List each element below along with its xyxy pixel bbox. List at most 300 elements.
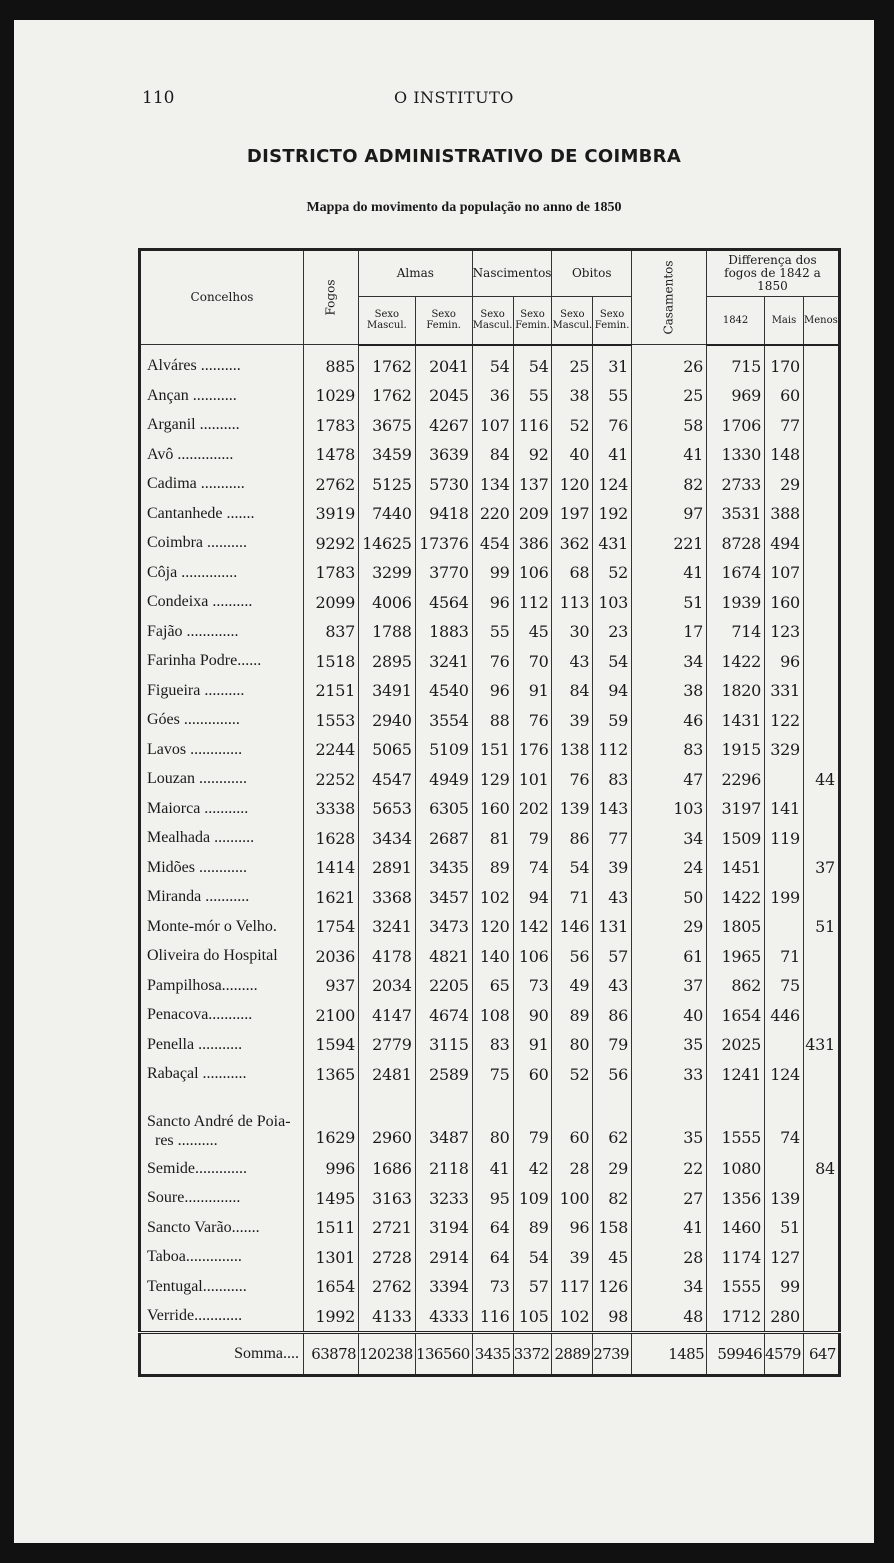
cell-almas-femin: 3457 — [415, 883, 472, 913]
cell-1842: 1555 — [707, 1272, 765, 1302]
cell-mais: 331 — [765, 676, 804, 706]
cell-almas-mascul: 2895 — [359, 647, 416, 677]
cell-casamentos: 61 — [632, 942, 707, 972]
cell-1842: 8728 — [707, 529, 765, 559]
cell-fogos: 2036 — [304, 942, 359, 972]
header-almas-femin: Sexo Femin. — [415, 297, 472, 345]
cell-nasc-femin: 57 — [513, 1272, 552, 1302]
table-row — [140, 1060, 840, 1090]
cell-menos: 51 — [803, 912, 839, 942]
header-obitos: Obitos — [552, 250, 632, 297]
concelho-name: Taboa.............. — [140, 1243, 304, 1273]
cell-obitos-femin: 98 — [593, 1302, 632, 1333]
cell-nasc-mascul: 454 — [472, 529, 513, 559]
cell-menos — [803, 735, 839, 765]
cell-nasc-mascul: 134 — [472, 470, 513, 500]
table-row — [140, 440, 840, 470]
cell-casamentos: 103 — [632, 794, 707, 824]
cell-almas-femin: 4333 — [415, 1302, 472, 1333]
cell-casamentos: 24 — [632, 853, 707, 883]
cell-obitos-mascul: 146 — [552, 912, 593, 942]
cell-fogos: 3338 — [304, 794, 359, 824]
cell-fogos: 1783 — [304, 558, 359, 588]
cell-mais: 75 — [765, 971, 804, 1001]
header-obitos-mascul: Sexo Mascul. — [552, 297, 593, 345]
cell-casamentos: 22 — [632, 1154, 707, 1184]
table-row — [140, 942, 840, 972]
cell-nasc-femin: 79 — [513, 824, 552, 854]
table-body — [140, 345, 840, 1333]
cell-1842: 2733 — [707, 470, 765, 500]
cell-almas-mascul: 1788 — [359, 617, 416, 647]
cell-almas-femin: 3487 — [415, 1089, 472, 1154]
cell-almas-mascul: 4147 — [359, 1001, 416, 1031]
cell-almas-femin: 3241 — [415, 647, 472, 677]
cell-almas-femin: 2914 — [415, 1243, 472, 1273]
cell-obitos-femin: 41 — [593, 440, 632, 470]
header-differenca: Differença dos fogos de 1842 a 1850 — [707, 250, 840, 297]
cell-obitos-mascul: 89 — [552, 1001, 593, 1031]
cell-obitos-mascul: 84 — [552, 676, 593, 706]
concelho-name: Coimbra .......... — [140, 529, 304, 559]
cell-menos — [803, 558, 839, 588]
cell-obitos-femin: 59 — [593, 706, 632, 736]
cell-obitos-mascul: 362 — [552, 529, 593, 559]
cell-menos — [803, 499, 839, 529]
cell-nasc-femin: 105 — [513, 1302, 552, 1333]
concelho-name: Semide............. — [140, 1154, 304, 1184]
cell-almas-mascul: 3459 — [359, 440, 416, 470]
cell-almas-mascul: 2762 — [359, 1272, 416, 1302]
cell-1842: 1939 — [707, 588, 765, 618]
cell-mais: 199 — [765, 883, 804, 913]
cell-1842: 1451 — [707, 853, 765, 883]
cell-nasc-mascul: 84 — [472, 440, 513, 470]
cell-menos: 37 — [803, 853, 839, 883]
cell-almas-femin: 2045 — [415, 381, 472, 411]
cell-almas-femin: 3115 — [415, 1030, 472, 1060]
cell-almas-mascul: 4133 — [359, 1302, 416, 1333]
cell-casamentos: 51 — [632, 588, 707, 618]
table-row — [140, 1272, 840, 1302]
cell-fogos: 1783 — [304, 411, 359, 441]
concelho-name: Midões ............ — [140, 853, 304, 883]
cell-nasc-femin: 79 — [513, 1089, 552, 1154]
cell-1842: 1965 — [707, 942, 765, 972]
cell-nasc-mascul: 102 — [472, 883, 513, 913]
cell-mais: 29 — [765, 470, 804, 500]
cell-fogos: 9292 — [304, 529, 359, 559]
cell-obitos-femin: 82 — [593, 1184, 632, 1214]
cell-nasc-mascul: 151 — [472, 735, 513, 765]
cell-mais: 60 — [765, 381, 804, 411]
cell-mais: 96 — [765, 647, 804, 677]
cell-obitos-mascul: 40 — [552, 440, 593, 470]
table-row — [140, 1302, 840, 1333]
cell-almas-femin: 2687 — [415, 824, 472, 854]
cell-casamentos: 17 — [632, 617, 707, 647]
cell-obitos-femin: 43 — [593, 971, 632, 1001]
cell-casamentos: 29 — [632, 912, 707, 942]
cell-nasc-femin: 92 — [513, 440, 552, 470]
cell-nasc-femin: 42 — [513, 1154, 552, 1184]
cell-obitos-femin: 83 — [593, 765, 632, 795]
cell-casamentos: 34 — [632, 824, 707, 854]
cell-obitos-femin: 126 — [593, 1272, 632, 1302]
table-row — [140, 1184, 840, 1214]
cell-almas-femin: 3233 — [415, 1184, 472, 1214]
cell-fogos: 2099 — [304, 588, 359, 618]
cell-menos — [803, 381, 839, 411]
cell-nasc-femin: 45 — [513, 617, 552, 647]
cell-1842: 1805 — [707, 912, 765, 942]
cell-almas-mascul: 2481 — [359, 1060, 416, 1090]
document-title: DISTRICTO ADMINISTRATIVO DE COIMBRA — [246, 146, 682, 167]
cell-almas-femin: 3194 — [415, 1213, 472, 1243]
cell-almas-femin: 4540 — [415, 676, 472, 706]
table-row — [140, 1089, 840, 1154]
cell-almas-mascul: 3368 — [359, 883, 416, 913]
cell-menos — [803, 617, 839, 647]
cell-obitos-femin: 94 — [593, 676, 632, 706]
cell-obitos-femin: 77 — [593, 824, 632, 854]
cell-mais: 51 — [765, 1213, 804, 1243]
cell-obitos-femin: 131 — [593, 912, 632, 942]
concelho-name: Penacova........... — [140, 1001, 304, 1031]
cell-nasc-femin: 106 — [513, 558, 552, 588]
cell-fogos: 1628 — [304, 824, 359, 854]
concelho-name: Verride............ — [140, 1302, 304, 1333]
table-row — [140, 1001, 840, 1031]
cell-obitos-femin: 143 — [593, 794, 632, 824]
table-row — [140, 765, 840, 795]
cell-nasc-femin: 74 — [513, 853, 552, 883]
cell-1842: 1674 — [707, 558, 765, 588]
cell-nasc-mascul: 96 — [472, 588, 513, 618]
cell-almas-mascul: 2960 — [359, 1089, 416, 1154]
cell-1842: 2025 — [707, 1030, 765, 1060]
cell-fogos: 1478 — [304, 440, 359, 470]
cell-nasc-femin: 91 — [513, 676, 552, 706]
cell-nasc-mascul: 55 — [472, 617, 513, 647]
total-obitos-mascul: 2889 — [552, 1333, 593, 1376]
cell-obitos-femin: 43 — [593, 883, 632, 913]
cell-mais: 280 — [765, 1302, 804, 1333]
cell-1842: 862 — [707, 971, 765, 1001]
cell-obitos-femin: 23 — [593, 617, 632, 647]
cell-almas-femin: 4674 — [415, 1001, 472, 1031]
cell-fogos: 885 — [304, 345, 359, 382]
cell-menos — [803, 971, 839, 1001]
cell-menos — [803, 440, 839, 470]
concelho-name: Oliveira do Hospital — [140, 942, 304, 972]
concelho-name: Alváres .......... — [140, 345, 304, 382]
cell-fogos: 937 — [304, 971, 359, 1001]
table-row — [140, 345, 840, 382]
table-row — [140, 558, 840, 588]
cell-fogos: 1594 — [304, 1030, 359, 1060]
cell-obitos-mascul: 56 — [552, 942, 593, 972]
cell-nasc-mascul: 41 — [472, 1154, 513, 1184]
cell-obitos-mascul: 138 — [552, 735, 593, 765]
page-number: 110 — [142, 88, 175, 108]
cell-fogos: 996 — [304, 1154, 359, 1184]
cell-1842: 1820 — [707, 676, 765, 706]
cell-casamentos: 48 — [632, 1302, 707, 1333]
cell-mais: 122 — [765, 706, 804, 736]
header-1842: 1842 — [707, 297, 765, 345]
cell-almas-mascul: 5653 — [359, 794, 416, 824]
cell-almas-femin: 4821 — [415, 942, 472, 972]
cell-obitos-mascul: 113 — [552, 588, 593, 618]
cell-casamentos: 41 — [632, 1213, 707, 1243]
header-concelhos: Concelhos — [140, 250, 304, 345]
cell-almas-mascul: 3491 — [359, 676, 416, 706]
cell-fogos: 1029 — [304, 381, 359, 411]
cell-fogos: 1654 — [304, 1272, 359, 1302]
cell-almas-mascul: 7440 — [359, 499, 416, 529]
page — [14, 20, 874, 1543]
concelho-name: Rabaçal ........... — [140, 1060, 304, 1090]
cell-mais: 124 — [765, 1060, 804, 1090]
cell-casamentos: 82 — [632, 470, 707, 500]
cell-1842: 3197 — [707, 794, 765, 824]
cell-nasc-mascul: 99 — [472, 558, 513, 588]
cell-casamentos: 33 — [632, 1060, 707, 1090]
cell-menos — [803, 706, 839, 736]
cell-nasc-femin: 54 — [513, 345, 552, 382]
cell-fogos: 3919 — [304, 499, 359, 529]
cell-casamentos: 34 — [632, 1272, 707, 1302]
header-nasc-femin: Sexo Femin. — [513, 297, 552, 345]
concelho-name: Mealhada .......... — [140, 824, 304, 854]
cell-obitos-mascul: 86 — [552, 824, 593, 854]
cell-obitos-mascul: 30 — [552, 617, 593, 647]
cell-almas-mascul: 3299 — [359, 558, 416, 588]
cell-1842: 969 — [707, 381, 765, 411]
cell-mais: 71 — [765, 942, 804, 972]
cell-fogos: 1553 — [304, 706, 359, 736]
concelho-name: Sancto Varão....... — [140, 1213, 304, 1243]
concelho-name: Condeixa .......... — [140, 588, 304, 618]
cell-casamentos: 41 — [632, 440, 707, 470]
total-almas-mascul: 120238 — [359, 1333, 416, 1376]
cell-nasc-femin: 60 — [513, 1060, 552, 1090]
cell-nasc-mascul: 64 — [472, 1243, 513, 1273]
table-row — [140, 1243, 840, 1273]
table-row — [140, 853, 840, 883]
cell-nasc-femin: 209 — [513, 499, 552, 529]
cell-mais — [765, 853, 804, 883]
cell-almas-mascul: 1686 — [359, 1154, 416, 1184]
cell-menos — [803, 1089, 839, 1154]
concelho-name: Maiorca ........... — [140, 794, 304, 824]
concelho-name: Figueira .......... — [140, 676, 304, 706]
cell-nasc-femin: 76 — [513, 706, 552, 736]
total-almas-femin: 136560 — [415, 1333, 472, 1376]
concelho-name: Soure.............. — [140, 1184, 304, 1214]
cell-fogos: 2762 — [304, 470, 359, 500]
cell-casamentos: 46 — [632, 706, 707, 736]
cell-obitos-mascul: 80 — [552, 1030, 593, 1060]
cell-almas-mascul: 2728 — [359, 1243, 416, 1273]
cell-obitos-mascul: 39 — [552, 706, 593, 736]
cell-almas-femin: 2205 — [415, 971, 472, 1001]
cell-nasc-femin: 106 — [513, 942, 552, 972]
cell-menos — [803, 1060, 839, 1090]
cell-obitos-mascul: 43 — [552, 647, 593, 677]
header-casamentos: Casamentos — [632, 250, 707, 345]
cell-menos — [803, 529, 839, 559]
table-row — [140, 588, 840, 618]
cell-almas-femin: 5109 — [415, 735, 472, 765]
cell-mais: 148 — [765, 440, 804, 470]
cell-almas-femin: 2041 — [415, 345, 472, 382]
cell-casamentos: 34 — [632, 647, 707, 677]
cell-mais: 107 — [765, 558, 804, 588]
cell-mais: 119 — [765, 824, 804, 854]
cell-obitos-mascul: 60 — [552, 1089, 593, 1154]
cell-mais: 446 — [765, 1001, 804, 1031]
total-fogos: 63878 — [304, 1333, 359, 1376]
cell-mais: 329 — [765, 735, 804, 765]
cell-1842: 2296 — [707, 765, 765, 795]
total-nasc-femin: 3372 — [513, 1333, 552, 1376]
cell-nasc-femin: 116 — [513, 411, 552, 441]
cell-almas-mascul: 4547 — [359, 765, 416, 795]
cell-obitos-mascul: 68 — [552, 558, 593, 588]
cell-1842: 1915 — [707, 735, 765, 765]
cell-1842: 1509 — [707, 824, 765, 854]
concelho-name: Tentugal........... — [140, 1272, 304, 1302]
cell-menos — [803, 883, 839, 913]
cell-casamentos: 28 — [632, 1243, 707, 1273]
cell-obitos-mascul: 76 — [552, 765, 593, 795]
cell-obitos-mascul: 39 — [552, 1243, 593, 1273]
cell-1842: 3531 — [707, 499, 765, 529]
cell-casamentos: 83 — [632, 735, 707, 765]
cell-menos — [803, 1001, 839, 1031]
cell-obitos-mascul: 100 — [552, 1184, 593, 1214]
cell-almas-femin: 17376 — [415, 529, 472, 559]
cell-almas-mascul: 1762 — [359, 381, 416, 411]
cell-mais: 123 — [765, 617, 804, 647]
table-row — [140, 971, 840, 1001]
cell-obitos-femin: 86 — [593, 1001, 632, 1031]
table-row — [140, 470, 840, 500]
cell-almas-femin: 4267 — [415, 411, 472, 441]
cell-obitos-mascul: 120 — [552, 470, 593, 500]
table-row — [140, 1213, 840, 1243]
concelho-name — [140, 1089, 304, 1154]
cell-casamentos: 38 — [632, 676, 707, 706]
concelho-name: Arganil .......... — [140, 411, 304, 441]
cell-mais: 494 — [765, 529, 804, 559]
cell-1842: 1356 — [707, 1184, 765, 1214]
cell-almas-mascul: 3434 — [359, 824, 416, 854]
table-row — [140, 411, 840, 441]
table-row — [140, 912, 840, 942]
cell-almas-mascul: 3241 — [359, 912, 416, 942]
cell-nasc-mascul: 89 — [472, 853, 513, 883]
table-row — [140, 735, 840, 765]
cell-obitos-mascul: 25 — [552, 345, 593, 382]
cell-nasc-femin: 55 — [513, 381, 552, 411]
cell-almas-mascul: 5065 — [359, 735, 416, 765]
cell-obitos-femin: 29 — [593, 1154, 632, 1184]
cell-menos — [803, 1302, 839, 1333]
table-row — [140, 617, 840, 647]
cell-almas-femin: 2589 — [415, 1060, 472, 1090]
cell-nasc-mascul: 107 — [472, 411, 513, 441]
cell-nasc-femin: 142 — [513, 912, 552, 942]
concelho-name: Avô .............. — [140, 440, 304, 470]
cell-obitos-femin: 39 — [593, 853, 632, 883]
cell-almas-femin: 3473 — [415, 912, 472, 942]
cell-obitos-mascul: 102 — [552, 1302, 593, 1333]
cell-fogos: 2151 — [304, 676, 359, 706]
header-fogos: Fogos — [304, 250, 359, 345]
cell-menos — [803, 1272, 839, 1302]
table-row — [140, 647, 840, 677]
cell-almas-mascul: 3675 — [359, 411, 416, 441]
cell-nasc-mascul: 220 — [472, 499, 513, 529]
cell-almas-femin: 3554 — [415, 706, 472, 736]
cell-obitos-femin: 56 — [593, 1060, 632, 1090]
cell-casamentos: 35 — [632, 1089, 707, 1154]
cell-almas-mascul: 2940 — [359, 706, 416, 736]
cell-obitos-femin: 79 — [593, 1030, 632, 1060]
cell-casamentos: 47 — [632, 765, 707, 795]
cell-fogos: 1511 — [304, 1213, 359, 1243]
concelho-name-line1: Sancto André de Poia- — [147, 1113, 291, 1130]
cell-nasc-mascul: 160 — [472, 794, 513, 824]
cell-obitos-mascul: 52 — [552, 1060, 593, 1090]
cell-almas-femin: 3770 — [415, 558, 472, 588]
table-row — [140, 824, 840, 854]
cell-1842: 715 — [707, 345, 765, 382]
cell-1842: 1241 — [707, 1060, 765, 1090]
table-row — [140, 676, 840, 706]
cell-obitos-femin: 76 — [593, 411, 632, 441]
cell-mais: 141 — [765, 794, 804, 824]
concelho-name: Monte-mór o Velho. — [140, 912, 304, 942]
cell-casamentos: 50 — [632, 883, 707, 913]
cell-almas-femin: 1883 — [415, 617, 472, 647]
cell-1842: 1080 — [707, 1154, 765, 1184]
cell-almas-mascul: 2034 — [359, 971, 416, 1001]
concelho-name: Penella ........... — [140, 1030, 304, 1060]
cell-obitos-femin: 192 — [593, 499, 632, 529]
cell-nasc-mascul: 88 — [472, 706, 513, 736]
cell-nasc-femin: 101 — [513, 765, 552, 795]
cell-almas-femin: 4949 — [415, 765, 472, 795]
cell-casamentos: 40 — [632, 1001, 707, 1031]
table-row — [140, 1030, 840, 1060]
cell-1842: 1422 — [707, 883, 765, 913]
cell-obitos-mascul: 71 — [552, 883, 593, 913]
cell-obitos-femin: 52 — [593, 558, 632, 588]
cell-mais: 388 — [765, 499, 804, 529]
header-menos: Menos — [803, 297, 839, 345]
cell-casamentos: 26 — [632, 345, 707, 382]
table-row — [140, 883, 840, 913]
cell-fogos: 1629 — [304, 1089, 359, 1154]
cell-obitos-femin: 112 — [593, 735, 632, 765]
cell-nasc-mascul: 120 — [472, 912, 513, 942]
cell-menos — [803, 1213, 839, 1243]
cell-nasc-mascul: 95 — [472, 1184, 513, 1214]
